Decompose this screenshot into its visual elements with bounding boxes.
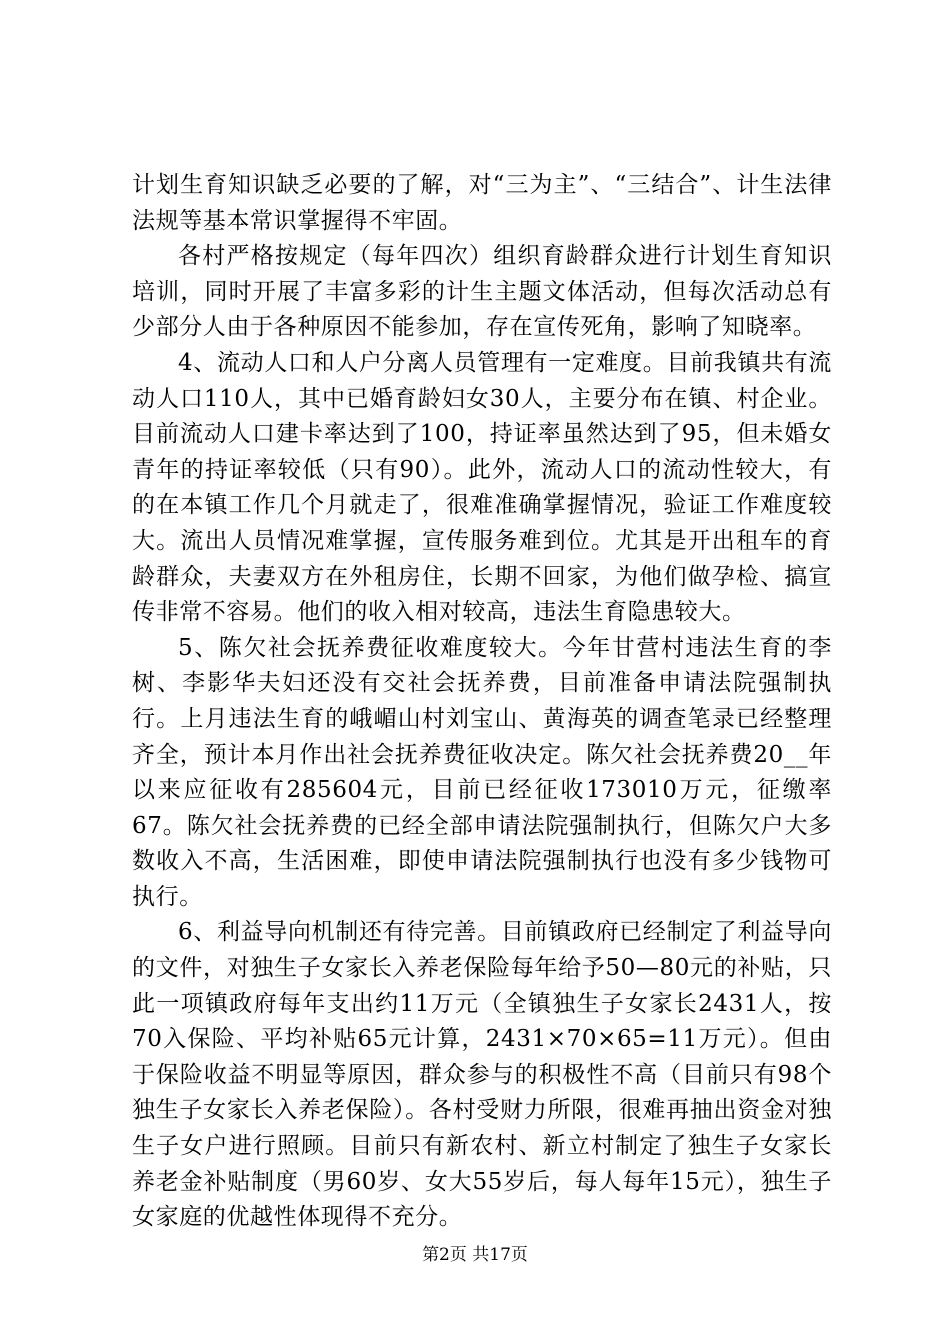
page-number-footer: 第2页 共17页 bbox=[422, 1245, 528, 1265]
paragraph-social-maintenance-fee: 5、陈欠社会抚养费征收难度较大。今年甘营村违法生育的李树、李影华夫妇还没有交社会抚养费，目前准备申请法院强制执行。上月违法生育的峨嵋山村刘宝山、黄海英的调查笔录已经整理齐全，预计本月作出社会抚养费征收决定。陈欠社会抚养费20__年以来应征收有285604元，目前已经征收173010万元，征缴率67。陈欠社会抚养费的已经全部申请法院强制执行，但陈欠户大多数收入不高，生活困难，即使申请法院强制执行也没有多少钱物可执行。 bbox=[132, 634, 832, 910]
document-body bbox=[132, 168, 832, 1236]
paragraph-continuation: 计划生育知识缺乏必要的了解，对“三为主”、“三结合”、计生法律法规等基本常识掌握得不牢固。 bbox=[132, 172, 832, 234]
paragraph-training: 各村严格按规定（每年四次）组织育龄群众进行计划生育知识培训，同时开展了丰富多彩的计生主题文体活动，但每次活动总有少部分人由于各种原因不能参加，存在宣传死角，影响了知晓率。 bbox=[132, 243, 832, 341]
paragraph-floating-population: 4、流动人口和人户分离人员管理有一定难度。目前我镇共有流动人口110人，其中已婚育龄妇女30人，主要分布在镇、村企业。目前流动人口建卡率达到了100，持证率虽然达到了95，但未婚女青年的持证率较低（只有90）。此外，流动人口的流动性较大，有的在本镇工作几个月就走了，很难准确掌握情况，验证工作难度较大。流出人员情况难掌握，宣传服务难到位。尤其是开出租车的育龄群众，夫妻双方在外租房住，长期不回家，为他们做孕检、搞宣传非常不容易。他们的收入相对较高，违法生育隐患较大。 bbox=[132, 349, 832, 626]
paragraph-incentive-mechanism: 6、利益导向机制还有待完善。目前镇政府已经制定了利益导向的文件，对独生子女家长入养老保险每年给予50—80元的补贴，只此一项镇政府每年支出约11万元（全镇独生子女家长2431人，按70入保险、平均补贴65元计算，2431×70×65=11万元）。但由于保险收益不明显等原因，群众参与的积极性不高（目前只有98个独生子女家长入养老保险）。各村受财力所限，很难再抽出资金对独生子女户进行照顾。目前只有新农村、新立村制定了独生子女家长养老金补贴制度（男60岁、女大55岁后，每人每年15元），独生子女家庭的优越性体现得不充分。 bbox=[132, 919, 832, 1231]
